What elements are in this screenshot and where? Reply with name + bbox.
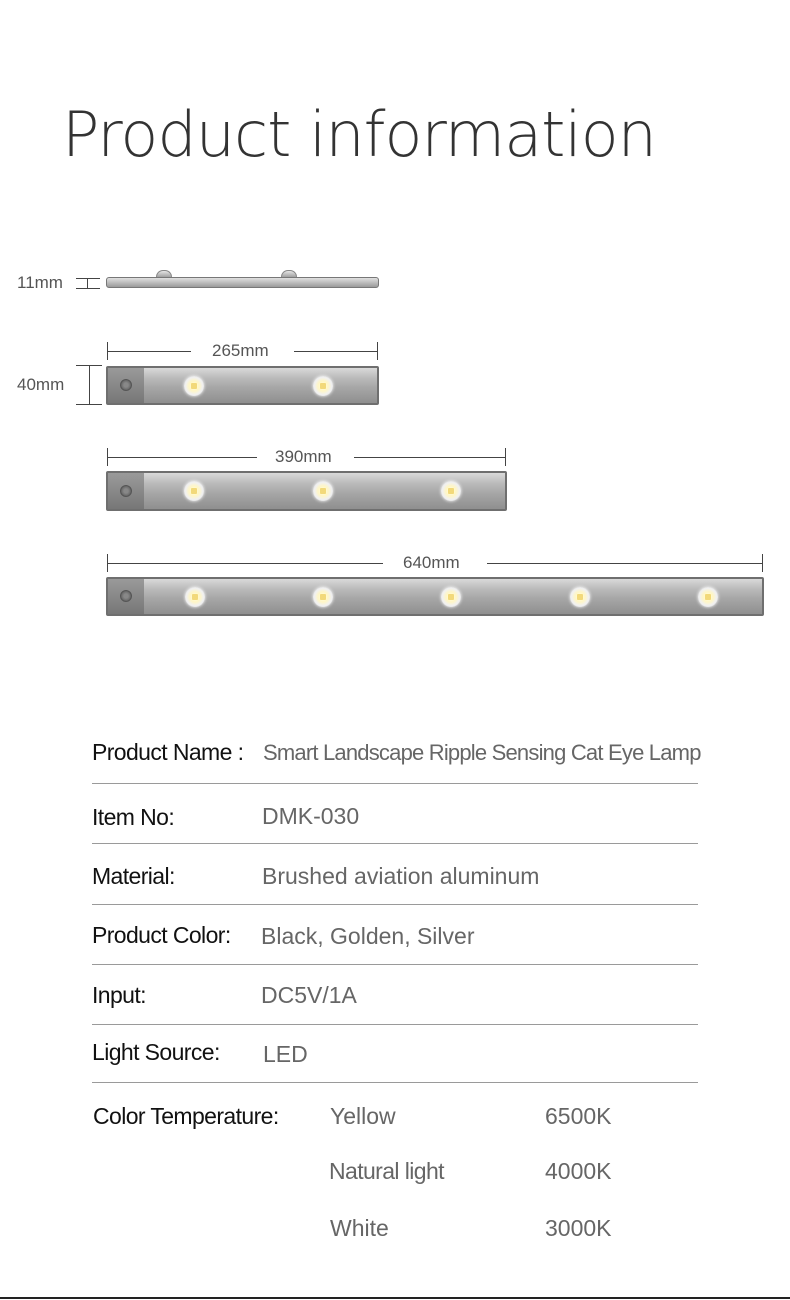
material-label: Material: <box>92 863 175 889</box>
led-bead <box>570 587 590 607</box>
input-label: Input: <box>92 982 146 1008</box>
color-temp-kelvin: 3000K <box>545 1215 612 1241</box>
dimension-line <box>487 563 763 564</box>
sensor-icon <box>120 379 132 391</box>
lamp-390mm <box>106 471 507 511</box>
divider <box>92 843 698 844</box>
length-label-265: 265mm <box>212 341 269 360</box>
sensor-icon <box>120 485 132 497</box>
led-bead <box>313 587 333 607</box>
divider <box>92 1024 698 1025</box>
led-bead <box>184 481 204 501</box>
height-dimension-label: 11mm <box>17 273 63 292</box>
product-name-value: Smart Landscape Ripple Sensing Cat Eye Lamp <box>263 740 701 765</box>
page-title: Product information <box>62 98 656 171</box>
dimension-line <box>107 563 383 564</box>
dimension-tick <box>76 288 100 289</box>
dimension-line <box>107 351 191 352</box>
divider <box>92 783 698 784</box>
length-label-390: 390mm <box>275 447 332 466</box>
dimension-tick <box>76 404 102 405</box>
dimension-tick <box>76 278 100 279</box>
lamp-profile-bump <box>281 270 297 277</box>
divider <box>92 904 698 905</box>
led-bead <box>185 587 205 607</box>
lamp-640mm <box>106 577 764 616</box>
color-temp-name: Natural light <box>329 1158 444 1184</box>
dimension-line <box>354 457 506 458</box>
dimension-line <box>89 365 90 404</box>
length-label-640: 640mm <box>403 553 460 572</box>
material-value: Brushed aviation aluminum <box>262 863 540 889</box>
led-bead <box>184 376 204 396</box>
item-no-label: Item No: <box>92 804 175 830</box>
led-bead <box>441 587 461 607</box>
divider <box>92 964 698 965</box>
led-bead <box>313 481 333 501</box>
led-bead <box>698 587 718 607</box>
product-name-label: Product Name : <box>92 739 244 765</box>
sensor-icon <box>120 590 132 602</box>
width-dimension-label: 40mm <box>17 375 65 394</box>
led-bead <box>441 481 461 501</box>
color-temp-kelvin: 4000K <box>545 1158 612 1184</box>
color-temp-name: Yellow <box>330 1103 396 1129</box>
item-no-value: DMK-030 <box>262 803 360 829</box>
bottom-border <box>0 1297 790 1299</box>
lamp-side-profile <box>106 277 379 288</box>
product-color-label: Product Color: <box>92 922 231 948</box>
color-temp-name: White <box>330 1215 389 1241</box>
dimension-line <box>107 457 257 458</box>
product-color-value: Black, Golden, Silver <box>261 923 475 949</box>
input-value: DC5V/1A <box>261 982 357 1008</box>
light-source-label: Light Source: <box>92 1039 220 1065</box>
color-temp-kelvin: 6500K <box>545 1103 612 1129</box>
dimension-line <box>294 351 378 352</box>
light-source-value: LED <box>263 1041 308 1067</box>
color-temperature-label: Color Temperature: <box>93 1103 279 1129</box>
divider <box>92 1082 698 1083</box>
lamp-profile-bump <box>156 270 172 277</box>
dimension-line <box>87 278 88 288</box>
lamp-265mm <box>106 366 379 405</box>
led-bead <box>313 376 333 396</box>
